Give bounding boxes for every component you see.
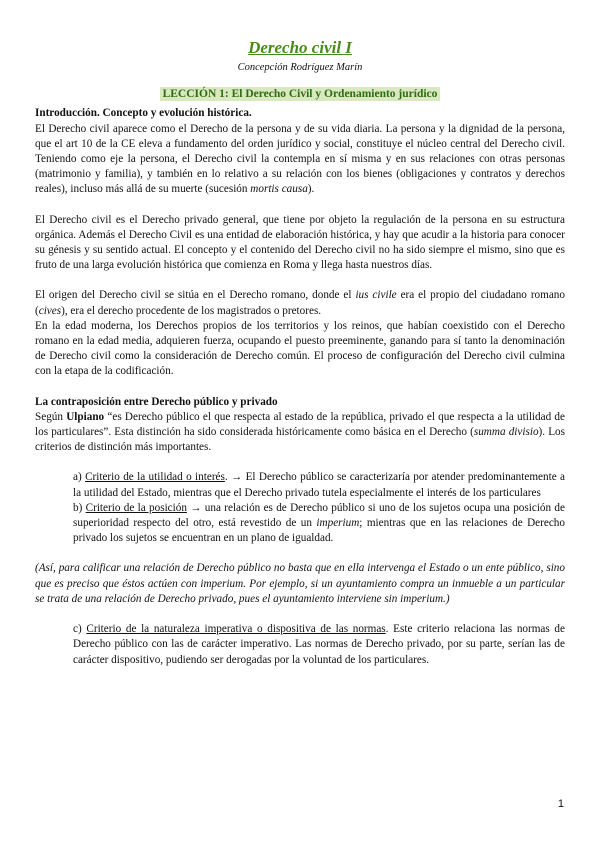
document-title: Derecho civil I [248, 38, 352, 57]
intro-heading: Introducción. Concepto y evolución histórica. [35, 107, 252, 120]
lesson-heading-text: LECCIÓN 1: El Derecho Civil y Ordenamiento jurídico [160, 87, 441, 101]
section2-heading: La contraposición entre Derecho público y privado [35, 395, 278, 408]
imperium-note: (Así, para calificar una relación de Derecho público no basta que en ella intervenga el Estado o un ente público, sino que es preciso que éstos actúen con imperium. Por ejemplo, si un ayuntamiento compra un inmueble a un particular se trata de una relación de Derecho privado, pues el ayuntamiento interviene sin imperium.) [35, 562, 565, 605]
intro-paragraph-4: En la edad moderna, los Derechos propios de los territorios y los reinos, que habían coexistido con el Derecho romano en la edad media, adquieren fuerza, ocupando el puesto preeminente, ganando para sí tanto la denominación de Derecho civil como la consideración de Derecho común. El proceso de configuración del Derecho civil culmina con la etapa de la codificación. [35, 319, 565, 378]
section2-paragraph-1: Según Ulpiano “es Derecho público el que respecta al estado de la república, privado el que respecta a la utilidad de los particulares”. Esta distinción ha sido considerada históricamente como básica en el Derecho (summa divisio). Los criterios de distinción más importantes. [35, 410, 565, 454]
criterion-c: c) Criterio de la naturaleza imperativa o dispositiva de las normas. Este criterio relaciona las normas de Derecho público con las de carácter imperativo. Las normas de Derecho privado, por su parte, serían las de carácter dispositivo, pudiendo ser derogadas por la voluntad de los particulares. [73, 623, 565, 666]
intro-paragraph-3: El origen del Derecho civil se sitúa en el Derecho romano, donde el ius civile era el propio del ciudadano romano (cives), era el derecho procedente de los magistrados o pretores. [35, 289, 565, 317]
document-author: Concepción Rodríguez Marín [237, 62, 363, 73]
criterion-b: b) Criterio de la posición → una relación es de Derecho público si uno de los sujetos ocupa una posición de superioridad respecto del otro, está revestido de un imperium; mientras que en las relaciones de Derecho privado los sujetos se encuentran en un plano de igualdad. [73, 501, 565, 545]
intro-paragraph-1: El Derecho civil aparece como el Derecho de la persona y de su vida diaria. La persona y la dignidad de la persona, que el art 10 de la CE eleva a fundamento del orden jurídico y social, constituye el núcleo central del Derecho civil. Teniendo como eje la persona, el Derecho civil la contempla en sí misma y en sus relaciones con otras personas (matrimonio y familia), y también en lo relativo a su relación con los bienes (obligaciones y contratos y derechos reales), incluso más allá de su muerte (sucesión mortis causa). [35, 122, 565, 196]
criterion-a: a) Criterio de la utilidad o interés. → El Derecho público se caracterizaría por atender predominantemente a la utilidad del Estado, mientras que el Derecho privado tutela especialmente el interés de los particulares [73, 471, 565, 499]
lesson-heading [35, 87, 565, 102]
page-content [35, 38, 565, 668]
page-number: 1 [557, 798, 564, 810]
intro-paragraph-2: El Derecho civil es el Derecho privado general, que tiene por objeto la regulación de la persona en su estructura orgánica. Además el Derecho Civil es una entidad de elaboración histórica, y hay que acudir a la historia para conocer su génesis y su sentido actual. El concepto y el contenido del Derecho civil no ha sido siempre el mismo, sino que es fruto de una larga evolución histórica que comienza en Roma y llega hasta nuestros días. [35, 213, 565, 272]
